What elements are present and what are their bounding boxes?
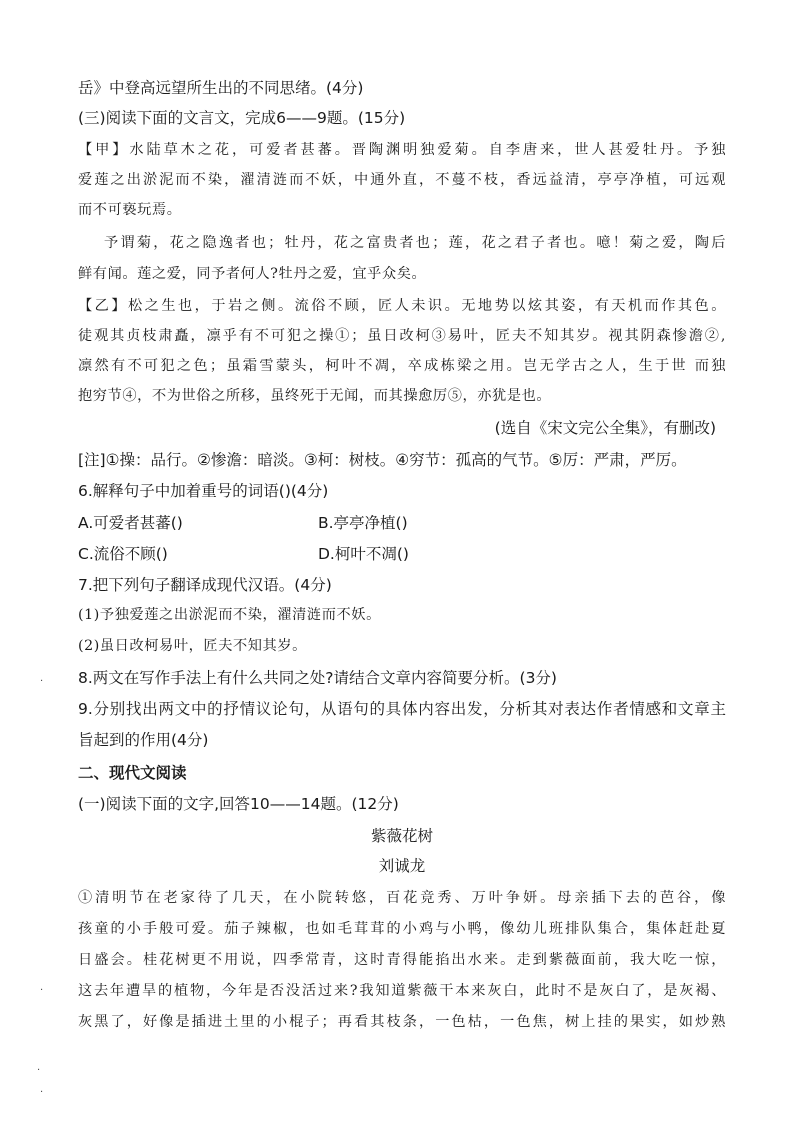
- classical-text-line: 而不可亵玩焉。: [78, 202, 182, 218]
- classical-text-line: 予谓菊，花之隐逸者也；牡丹，花之富贵者也；莲，花之君子者也。噫！菊之爱，陶后: [104, 235, 726, 251]
- question-7-item-1: (1)予独爱莲之出淤泥而不染，濯清涟而不妖。: [78, 607, 381, 623]
- classical-text-line: 凛然有不可犯之色；虽霜雪蒙头，柯叶不凋，卒成栋梁之用。岂无学古之人，生于世 而独: [78, 358, 726, 374]
- scan-speck: ·: [40, 985, 44, 996]
- classical-text-line: 【甲】水陆草木之花，可爱者甚蕃。晋陶渊明独爱菊。自李唐来，世人甚爱牡丹。予独: [78, 142, 726, 158]
- question-7: 7.把下列句子翻译成现代汉语。(4分): [78, 576, 332, 594]
- article-paragraph-line: 这去年遭旱的植物，今年是否没活过来?我知道紫薇干本来灰白，此时不是灰白了，是灰褐、: [78, 983, 726, 999]
- option-a: A.可爱者甚蕃(): [78, 514, 183, 532]
- article-paragraph-line: 孩童的小手般可爱。茄子辣椒，也如毛茸茸的小鸡与小鸭，像幼儿班排队集合，集体赶赴夏: [78, 921, 726, 937]
- section-subheading: (一)阅读下面的文字,回答10——14题。(12分): [78, 795, 399, 813]
- section-heading: 二、现代文阅读: [78, 764, 187, 782]
- option-b: B.亭亭净植(): [318, 514, 408, 532]
- section-heading: (三)阅读下面的文言文，完成6——9题。(15分): [78, 109, 406, 127]
- article-paragraph-line: 灰黑了，好像是插进土里的小棍子；再看其枝条，一色枯，一色焦，树上挂的果实，如炒熟: [78, 1014, 726, 1030]
- text-line: 岳》中登高远望所生出的不同思绪。(4分): [78, 79, 364, 97]
- classical-text-line: 徒观其贞枝肃矗，凛乎有不可犯之操①；虽日改柯③易叶，匠夫不知其岁。视其阴森惨澹②,: [78, 328, 726, 344]
- question-6: 6.解释句子中加着重号的词语()(4分): [78, 482, 329, 500]
- scan-speck: ·: [37, 1065, 41, 1076]
- option-c: C.流俗不顾(): [78, 545, 168, 563]
- question-9: 9.分别找出两文中的抒情议论句，从语句的具体内容出发，分析其对表达作者情感和文章主: [78, 700, 726, 718]
- article-title: 紫薇花树: [370, 827, 433, 845]
- option-d: D.柯叶不凋(): [318, 545, 409, 563]
- article-author: 刘诚龙: [378, 857, 426, 875]
- classical-text-line: 抱穷节④，不为世俗之所移，虽终死于无闻，而其操愈厉⑤，亦犹是也。: [78, 388, 552, 404]
- annotation-note: [注]①操：品行。②惨澹：暗淡。③柯：树枝。④穷节：孤高的气节。⑤厉：严肃，严厉。: [78, 451, 687, 469]
- classical-text-line: 爱莲之出淤泥而不染，濯清涟而不妖，中通外直，不蔓不枝，香远益清，亭亭净植，可远观: [78, 172, 726, 188]
- classical-text-line: 鲜有闻。莲之爱，同予者何人?牡丹之爱，宜乎众矣。: [78, 266, 427, 282]
- classical-text-line: 【乙】松之生也，于岩之侧。流俗不顾，匠人未识。无地势以炫其姿，有天机而作其色。: [78, 298, 726, 314]
- question-8: 8.两文在写作手法上有什么共同之处?请结合文章内容简要分析。(3分): [78, 669, 557, 687]
- article-paragraph-line: 日盛会。桂花树更不用说，四季常青，这时青得能掐出水来。走到紫薇面前，我大吃一惊，: [78, 952, 726, 968]
- question-9-continued: 旨起到的作用(4分): [78, 731, 209, 749]
- source-citation: (选自《宋文完公全集》，有删改): [494, 419, 716, 437]
- scan-speck: ·: [40, 1087, 44, 1098]
- article-paragraph-line: ①清明节在老家待了几天，在小院转悠，百花竞秀、万叶争妍。母亲插下去的芭谷，像: [78, 890, 726, 906]
- question-7-item-2: (2)虽日改柯易叶，匠夫不知其岁。: [78, 638, 307, 654]
- scan-speck: ·: [40, 676, 44, 687]
